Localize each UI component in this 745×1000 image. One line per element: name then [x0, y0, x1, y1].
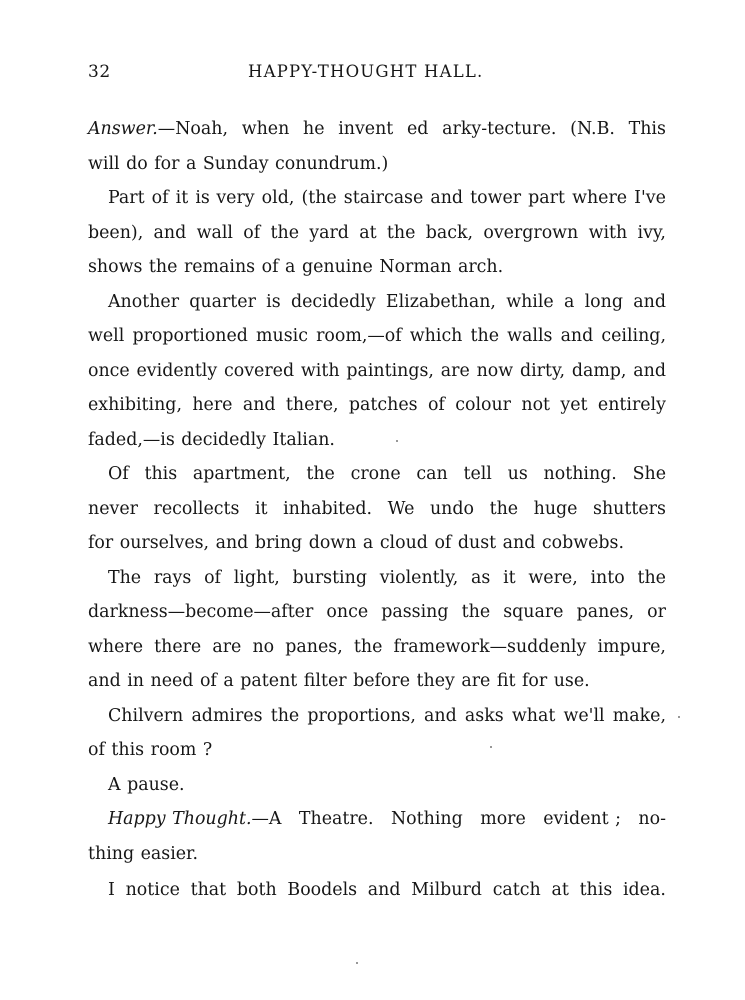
text-line [88, 528, 666, 563]
text-line [88, 356, 666, 391]
word: this [579, 880, 613, 900]
word: yet [560, 395, 588, 415]
text-line [88, 563, 666, 598]
word: wall [196, 222, 233, 243]
word: are [212, 636, 242, 657]
word: I've [634, 188, 666, 208]
word: Theatre. [298, 809, 374, 829]
word: shutters [593, 498, 666, 519]
word: been), [88, 222, 144, 243]
word: is [266, 291, 281, 312]
word: faded,—is decidedly Italian. [88, 429, 335, 450]
word: not [521, 395, 551, 415]
word: he [303, 119, 325, 139]
text-line [88, 459, 666, 494]
word: light, [233, 567, 280, 588]
word: impure, [597, 636, 666, 657]
word: tell [463, 464, 492, 484]
text-line [88, 114, 666, 149]
word: into [590, 567, 625, 588]
text-line [88, 701, 666, 736]
word: staircase [343, 188, 424, 208]
word: I [108, 880, 115, 900]
word: the [461, 602, 491, 622]
word: catch [492, 880, 541, 900]
word: for ourselves, and bring down a cloud of dust and cobwebs. [88, 533, 624, 553]
word: framework—suddenly [393, 636, 587, 657]
word: and [424, 705, 457, 726]
word: darkness—become—after [88, 602, 314, 622]
word: Elizabethan, [385, 291, 496, 312]
word: the [353, 636, 383, 657]
word: ceiling, [601, 326, 666, 346]
word: and [153, 222, 187, 243]
word: it [503, 567, 516, 588]
word: part [528, 188, 565, 208]
word: inhabited. [283, 498, 373, 519]
text-line [88, 839, 666, 874]
word: crone [350, 464, 401, 484]
word: music [256, 326, 308, 346]
word: old, [261, 188, 295, 208]
word: shows the remains of a genuine Norman arch. [88, 257, 504, 277]
word: and [560, 326, 594, 346]
word: and [430, 188, 464, 208]
word: well [88, 326, 125, 346]
word: that [190, 880, 227, 900]
word: Nothing [390, 809, 463, 829]
page-number: 32 [88, 62, 111, 82]
word: can [416, 464, 448, 484]
word: Part [108, 188, 145, 208]
word: nothing. [543, 464, 617, 484]
word: This [628, 119, 666, 139]
word: more [480, 809, 526, 829]
word: square [503, 602, 564, 622]
word: asks [464, 705, 504, 726]
word: recollects [153, 498, 240, 519]
word: notice [125, 880, 180, 900]
word: violently, [379, 567, 459, 588]
word: Milburd [411, 880, 482, 900]
word: when [241, 119, 290, 139]
text-line [88, 252, 666, 287]
word: we'll [563, 705, 605, 726]
word: at [359, 222, 377, 243]
word: both [236, 880, 277, 900]
word: entirely [597, 395, 666, 415]
word: and [242, 395, 276, 415]
word: and [633, 360, 666, 381]
word: are [440, 360, 470, 381]
running-head [88, 62, 666, 86]
word: the [386, 222, 416, 243]
word: us [507, 464, 528, 484]
word: it [175, 188, 189, 208]
word: overgrown [483, 222, 579, 243]
word: (the [301, 188, 337, 208]
word: idea. [622, 880, 666, 900]
word: (N.B. [570, 119, 615, 139]
word: ed [407, 119, 429, 139]
word: The [108, 567, 142, 588]
word: the [306, 464, 335, 484]
word: were, [528, 567, 578, 588]
word: of [243, 222, 261, 243]
word: of [151, 188, 169, 208]
word: there, [285, 395, 339, 415]
word: the [637, 567, 666, 588]
word: is very [195, 188, 255, 208]
text-line [88, 287, 666, 322]
word: exhibiting, [88, 395, 182, 415]
word: apartment, [192, 464, 291, 484]
word: covered [224, 360, 295, 381]
word: here [192, 395, 233, 415]
print-speck [490, 746, 492, 748]
word: the [270, 222, 299, 243]
text-line [88, 390, 666, 425]
word: proportioned [132, 326, 248, 346]
word: tower [470, 188, 522, 208]
word: passing [381, 602, 449, 622]
word: a [563, 291, 575, 312]
word: or [647, 602, 666, 622]
word: long [584, 291, 623, 312]
word: bursting [292, 567, 367, 588]
word: walls [507, 326, 553, 346]
word: there [154, 636, 202, 657]
print-speck [356, 962, 358, 964]
word: ivy, [637, 222, 666, 243]
text-line [88, 804, 666, 839]
word: patches [348, 395, 418, 415]
word: huge [533, 498, 578, 519]
text-line [88, 735, 666, 770]
word: of [204, 567, 221, 588]
word: rays [153, 567, 192, 588]
word: as [471, 567, 491, 588]
word: arky-tecture. [442, 119, 557, 139]
word: admires [191, 705, 263, 726]
word: damp, [571, 360, 627, 381]
word: back, [425, 222, 474, 243]
word: will do for a Sunday conundrum.) [88, 153, 389, 174]
word: colour [455, 395, 511, 415]
word: and [633, 291, 666, 312]
word: the [470, 326, 499, 346]
word: make, [612, 705, 666, 726]
text-line [88, 597, 666, 632]
word: evident ; [543, 809, 621, 829]
word: Another [108, 291, 180, 312]
text-line [88, 875, 666, 910]
text-line [88, 321, 666, 356]
word: and in need of a patent filter before they are fit for use. [88, 671, 590, 691]
print-speck [396, 440, 398, 442]
body-text [88, 114, 666, 910]
word: once [326, 602, 369, 622]
text-line [88, 183, 666, 218]
word: proportions, [307, 705, 416, 726]
word: decidedly [290, 291, 376, 312]
word: quarter [189, 291, 256, 312]
text-line [88, 425, 666, 460]
running-title: HAPPY-THOUGHT HALL. [248, 62, 484, 81]
word: while [506, 291, 554, 312]
word: what [511, 705, 556, 726]
text-line [88, 494, 666, 529]
word: where [572, 188, 628, 208]
word: and [367, 880, 401, 900]
text-line [88, 666, 666, 701]
word: the [270, 705, 300, 726]
text-line [88, 632, 666, 667]
word: She [632, 464, 666, 484]
text-line [88, 218, 666, 253]
word: now [476, 360, 514, 381]
text-line [88, 770, 666, 805]
word: with [300, 360, 340, 381]
word: yard [309, 222, 349, 243]
word: Of [108, 464, 129, 484]
word: dirty, [519, 360, 565, 381]
word: at [551, 880, 569, 900]
word: with [588, 222, 628, 243]
text-line [88, 149, 666, 184]
word: We [387, 498, 415, 519]
word: A pause. [108, 774, 185, 795]
word: of [427, 395, 445, 415]
word: where [88, 636, 143, 657]
word: panes, [576, 602, 635, 622]
word: once [88, 360, 130, 381]
word: evidently [136, 360, 218, 381]
word: room,—of [316, 326, 402, 346]
word: paintings, [346, 360, 434, 381]
word: panes, [285, 636, 343, 657]
word: Chilvern [108, 705, 184, 726]
word: Boodels [287, 880, 358, 900]
print-speck [678, 716, 680, 718]
word: of this room ? [88, 740, 213, 760]
word: the [489, 498, 519, 519]
word: thing easier. [88, 843, 198, 864]
word: no- [638, 809, 666, 829]
word: never [88, 498, 138, 519]
word: it [254, 498, 268, 519]
word: this [144, 464, 178, 484]
word: Answer.—Noah, [88, 119, 228, 139]
word: invent [338, 119, 394, 139]
word: Happy Thought.—A [108, 809, 282, 829]
word: which [409, 326, 463, 346]
word: undo [429, 498, 474, 519]
word: no [252, 636, 275, 657]
